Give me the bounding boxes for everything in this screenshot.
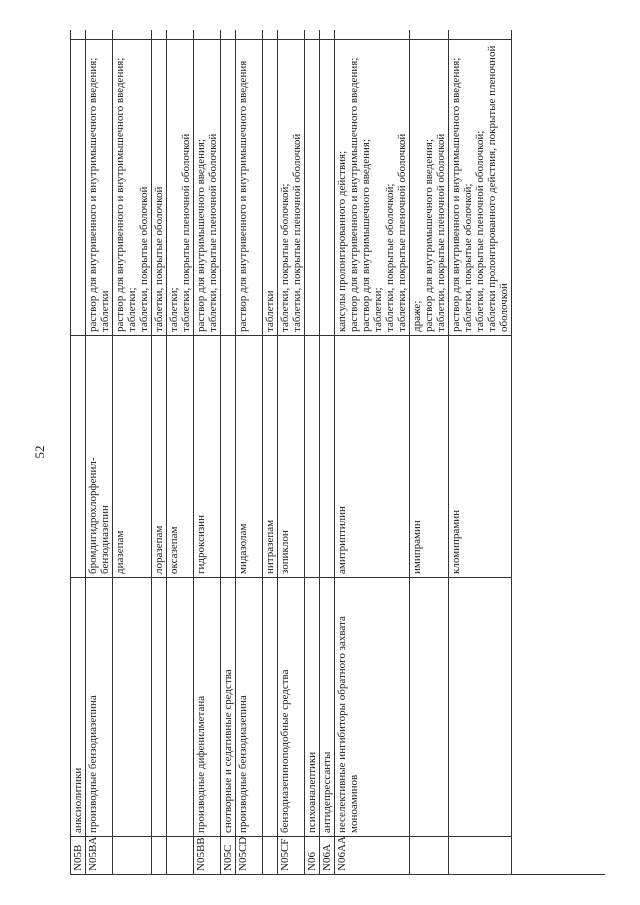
atc-code-cell: N05CF bbox=[278, 836, 304, 874]
table-row bbox=[305, 30, 320, 874]
drug-name-cell bbox=[305, 335, 319, 577]
dosage-forms-cell: драже; раствор для внутримышечного введения; таблетки, покрытые пленочной оболочкой bbox=[410, 39, 448, 335]
dosage-forms-cell: раствор для внутривенного и внутримышечного введения; таблетки, покрытые оболочкой; таблетки, покрытые пленочной оболочкой; таблетки пролонгированного действия, покрытые пленочной оболочкой bbox=[449, 39, 511, 335]
drug-name-cell: зопиклон bbox=[278, 335, 304, 577]
drug-name-cell: диазепам bbox=[113, 335, 151, 577]
group-name-cell bbox=[449, 577, 511, 836]
dosage-forms-cell bbox=[221, 39, 235, 335]
dosage-forms-cell: раствор для внутривенного и внутримышечного введения; таблетки bbox=[86, 39, 112, 335]
drug-name-cell: лоразепам bbox=[152, 335, 166, 577]
drug-name-cell bbox=[71, 335, 85, 577]
table-row bbox=[278, 30, 305, 874]
group-name-cell: неселективные ингибиторы обратного захвата моноаминов bbox=[335, 577, 409, 836]
table-row bbox=[221, 30, 236, 874]
group-name-cell bbox=[410, 577, 448, 836]
atc-code-cell: N05CD bbox=[236, 836, 262, 874]
dosage-forms-cell: таблетки bbox=[263, 39, 277, 335]
page-number: 52 bbox=[32, 445, 47, 459]
dosage-forms-cell: таблетки; таблетки, покрытые пленочной оболочкой bbox=[167, 39, 193, 335]
table-row bbox=[410, 30, 449, 874]
table-row bbox=[194, 30, 221, 874]
group-name-cell: психоаналептики bbox=[305, 577, 319, 836]
group-name-cell bbox=[167, 577, 193, 836]
table-row bbox=[71, 30, 86, 874]
group-name-cell bbox=[263, 577, 277, 836]
group-name-cell: снотворные и седативные средства bbox=[221, 577, 235, 836]
drug-name-cell: гидроксизин bbox=[194, 335, 220, 577]
dosage-forms-cell: таблетки, покрытые оболочкой; таблетки, покрытые пленочной оболочкой bbox=[278, 39, 304, 335]
dosage-forms-cell: капсулы пролонгированного действия; раствор для внутривенного и внутримышечного введения; раствор для внутримышечного введения; таблетки; таблетки, покрытые оболочкой; таблетки, покрытые пленочной оболочкой bbox=[335, 39, 409, 335]
table-row bbox=[86, 30, 113, 874]
table-row bbox=[236, 30, 263, 874]
table-row bbox=[320, 30, 335, 874]
table-row bbox=[335, 30, 410, 874]
table-row bbox=[152, 30, 167, 874]
drug-name-cell: имипрамин bbox=[410, 335, 448, 577]
drug-name-cell bbox=[320, 335, 334, 577]
atc-code-cell: N05BB bbox=[194, 836, 220, 874]
group-name-cell: производные бензодиазепина bbox=[86, 577, 112, 836]
dosage-forms-cell: раствор для внутривенного и внутримышечного введения bbox=[236, 39, 262, 335]
group-name-cell: производные дифенилметана bbox=[194, 577, 220, 836]
dosage-forms-cell bbox=[305, 39, 319, 335]
dosage-forms-cell: раствор для внутримышечного введения; таблетки, покрытые пленочной оболочкой bbox=[194, 39, 220, 335]
drug-name-cell: кломипрамин bbox=[449, 335, 511, 577]
drug-name-cell: бромдигидрохлорфенил- бензодиазепин bbox=[86, 335, 112, 577]
atc-code-cell: N05BA bbox=[86, 836, 112, 874]
atc-code-cell: N06A bbox=[320, 836, 334, 874]
atc-code-cell bbox=[263, 836, 277, 874]
atc-code-cell bbox=[410, 836, 448, 874]
rotated-table-viewport bbox=[70, 30, 605, 875]
drug-name-cell: нитразепам bbox=[263, 335, 277, 577]
group-name-cell bbox=[113, 577, 151, 836]
atc-code-cell: N06AA bbox=[335, 836, 409, 874]
group-name-cell bbox=[152, 577, 166, 836]
atc-code-cell: N06 bbox=[305, 836, 319, 874]
atc-code-cell bbox=[167, 836, 193, 874]
dosage-forms-cell bbox=[71, 39, 85, 335]
table-row bbox=[167, 30, 194, 874]
group-name-cell: производные бензодиазепина bbox=[236, 577, 262, 836]
table-row bbox=[449, 30, 512, 874]
drug-classification-table bbox=[70, 30, 605, 875]
drug-name-cell: мидазолам bbox=[236, 335, 262, 577]
atc-code-cell bbox=[449, 836, 511, 874]
atc-code-cell: N05C bbox=[221, 836, 235, 874]
table-row bbox=[113, 30, 152, 874]
dosage-forms-cell: таблетки, покрытые оболочкой bbox=[152, 39, 166, 335]
drug-name-cell: оксазепам bbox=[167, 335, 193, 577]
atc-code-cell: N05B bbox=[71, 836, 85, 874]
group-name-cell: бензодиазепиноподобные средства bbox=[278, 577, 304, 836]
drug-name-cell bbox=[221, 335, 235, 577]
group-name-cell: антидепрессанты bbox=[320, 577, 334, 836]
dosage-forms-cell: раствор для внутривенного и внутримышечного введения; таблетки; таблетки, покрытые оболочкой bbox=[113, 39, 151, 335]
table-row bbox=[263, 30, 278, 874]
group-name-cell: анксиолитики bbox=[71, 577, 85, 836]
atc-code-cell bbox=[152, 836, 166, 874]
atc-code-cell bbox=[113, 836, 151, 874]
dosage-forms-cell bbox=[320, 39, 334, 335]
drug-name-cell: амитриптилин bbox=[335, 335, 409, 577]
